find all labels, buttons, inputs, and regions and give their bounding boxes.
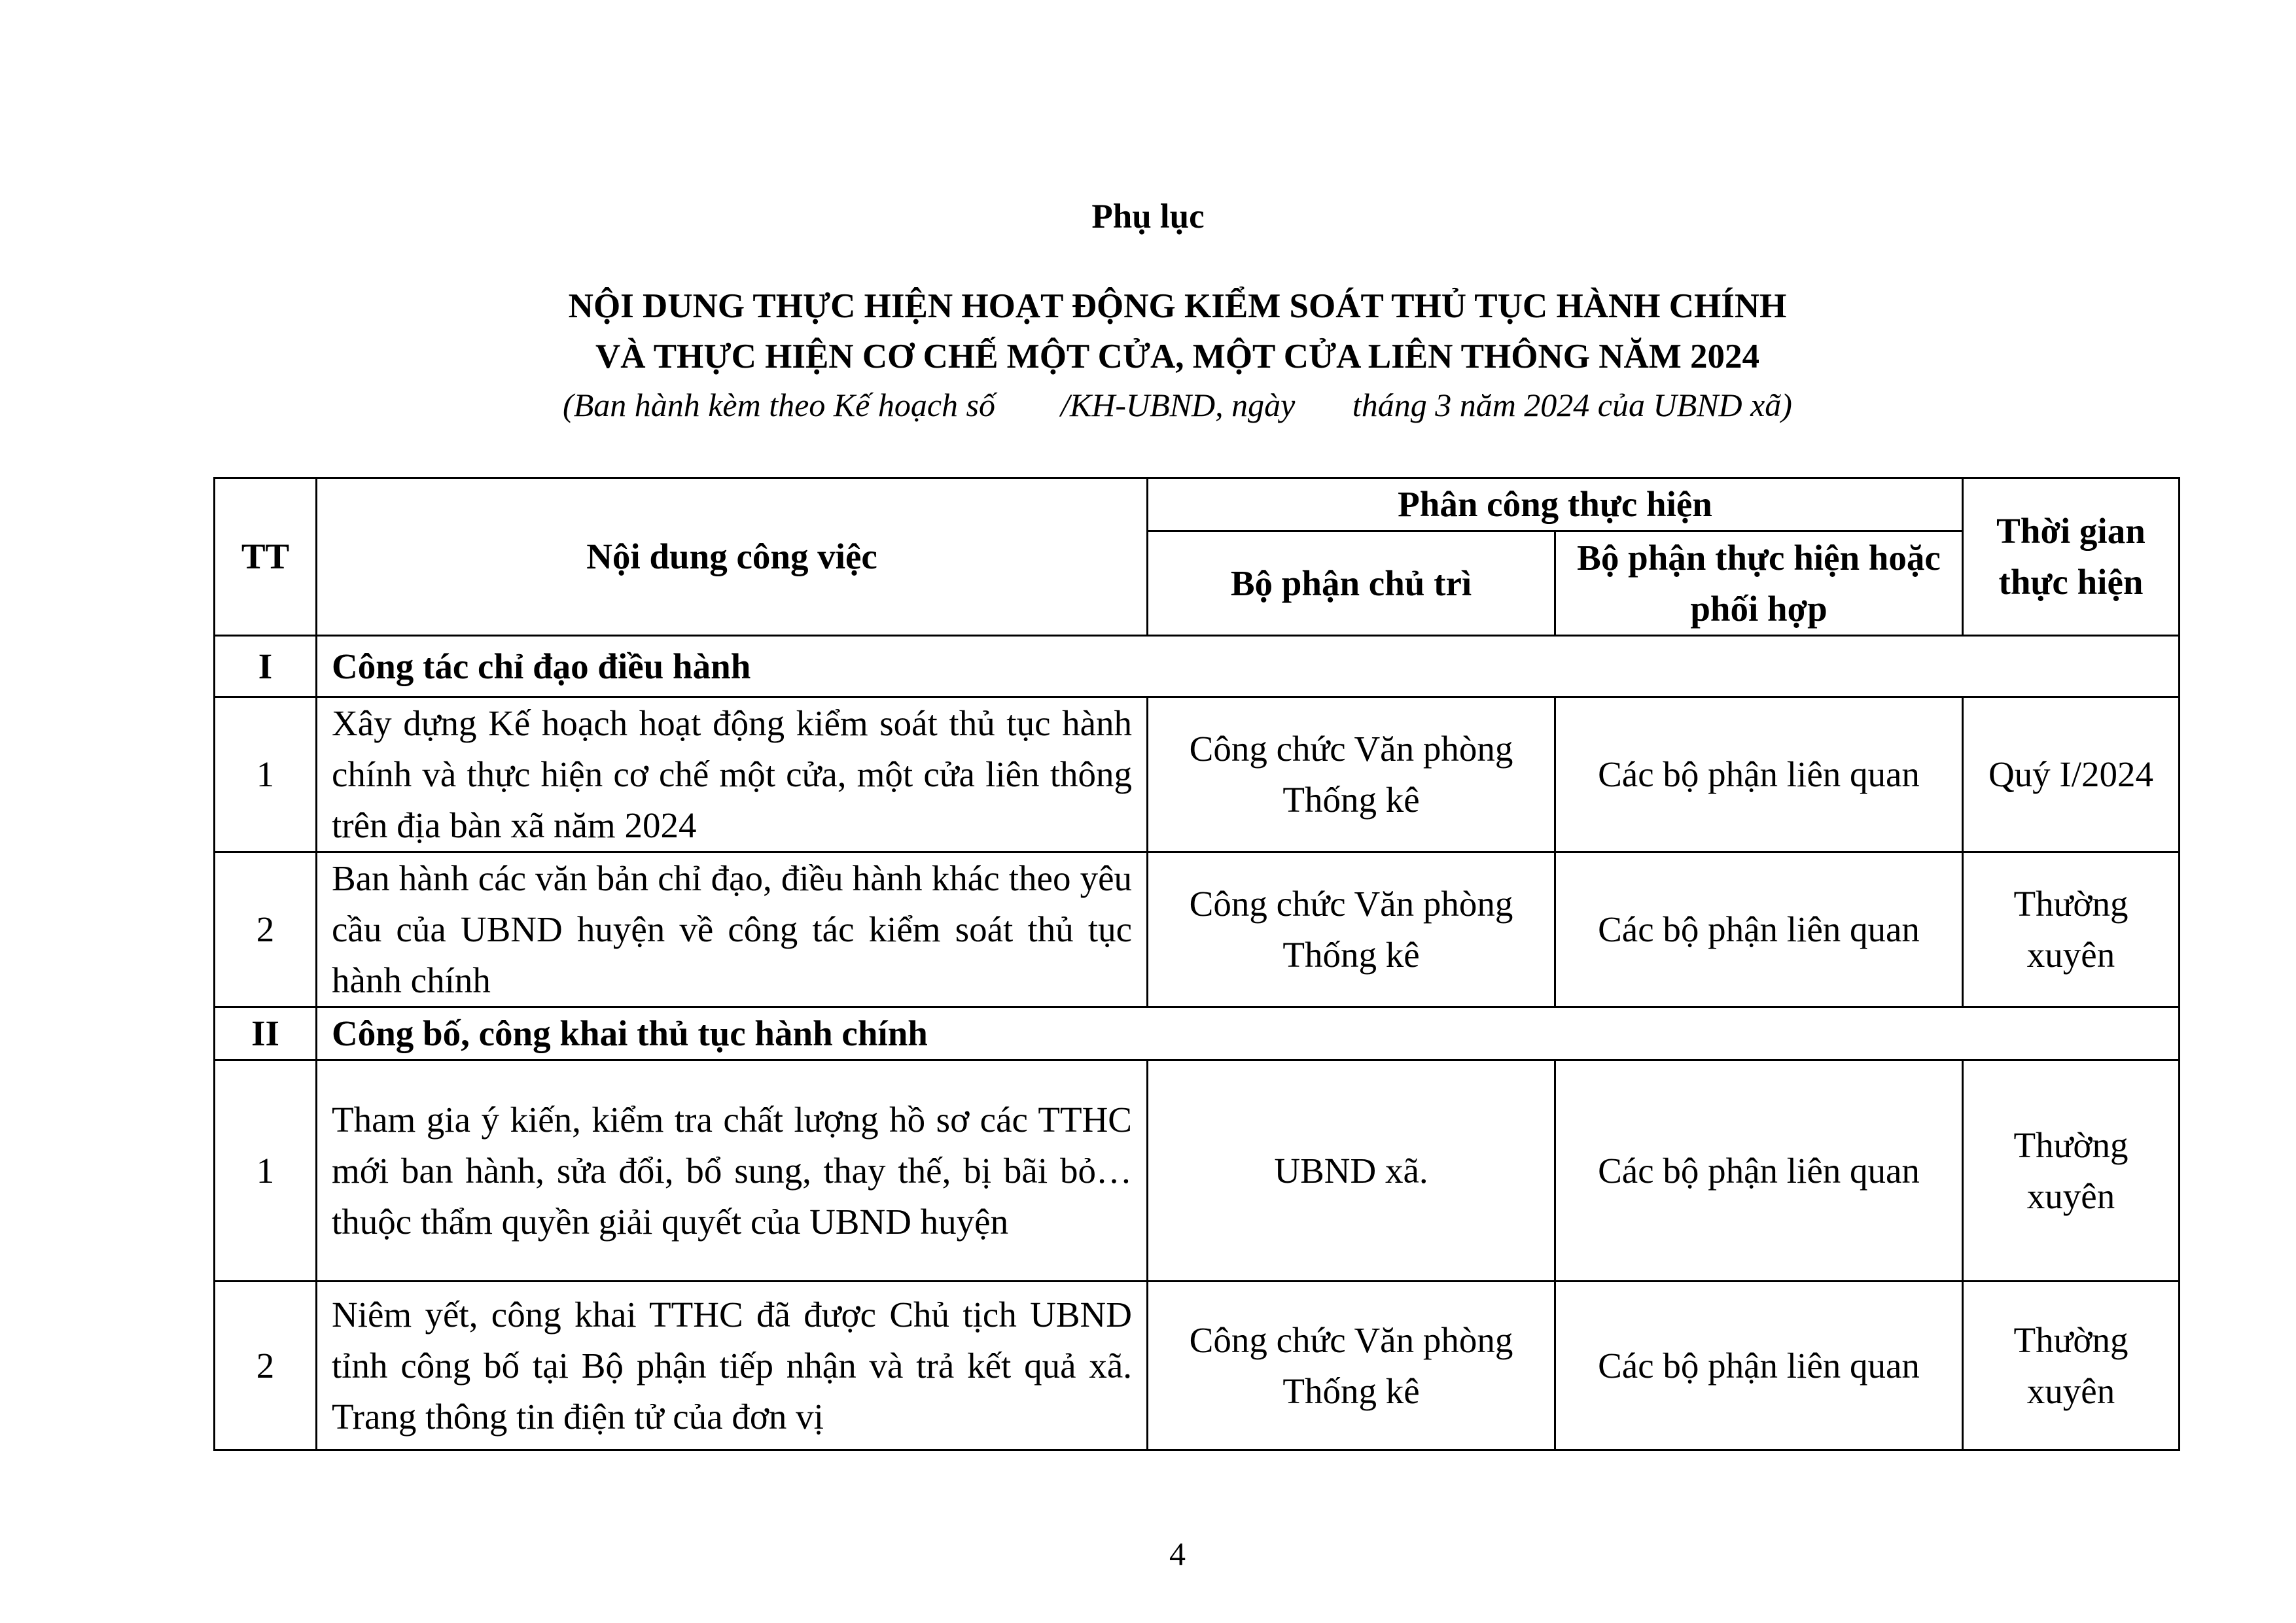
document-title-line-2: VÀ THỰC HIỆN CƠ CHẾ MỘT CỬA, MỘT CỬA LIÊN THÔNG NĂM 2024 <box>595 338 1760 375</box>
section-row <box>215 1007 2180 1060</box>
section-number: I <box>215 636 317 697</box>
section-title: Công tác chỉ đạo điều hành <box>317 636 2180 697</box>
table-row <box>215 1060 2180 1282</box>
row-lead: Công chức Văn phòng Thống kê <box>1148 1282 1555 1450</box>
row-content: Xây dựng Kế hoạch hoạt động kiểm soát thủ tục hành chính và thực hiện cơ chế một cửa, một cửa liên thông trên địa bàn xã năm 2024 <box>317 697 1148 852</box>
row-lead: Công chức Văn phòng Thống kê <box>1148 697 1555 852</box>
table-row <box>215 697 2180 852</box>
row-time: Thường xuyên <box>1963 1282 2180 1450</box>
row-lead: Công chức Văn phòng Thống kê <box>1148 852 1555 1007</box>
row-support: Các bộ phận liên quan <box>1555 1060 1963 1282</box>
header-support: Bộ phận thực hiện hoặc phối hợp <box>1555 531 1963 636</box>
header-lead: Bộ phận chủ trì <box>1148 531 1555 636</box>
document-title-line-1: NỘI DUNG THỰC HIỆN HOẠT ĐỘNG KIỂM SOÁT THỦ TỤC HÀNH CHÍNH <box>568 287 1787 325</box>
header-time: Thời gian thực hiện <box>1963 478 2180 636</box>
row-support: Các bộ phận liên quan <box>1555 697 1963 852</box>
row-tt: 1 <box>215 697 317 852</box>
section-number: II <box>215 1007 317 1060</box>
row-tt: 1 <box>215 1060 317 1282</box>
row-time: Thường xuyên <box>1963 852 2180 1007</box>
row-content: Tham gia ý kiến, kiểm tra chất lượng hồ sơ các TTHC mới ban hành, sửa đổi, bổ sung, thay thế, bị bãi bỏ… thuộc thẩm quyền giải quyết của UBND huyện <box>317 1060 1148 1282</box>
row-content: Ban hành các văn bản chỉ đạo, điều hành khác theo yêu cầu của UBND huyện về công tác kiểm soát thủ tục hành chính <box>317 852 1148 1007</box>
task-table <box>213 477 2180 1451</box>
row-time: Thường xuyên <box>1963 1060 2180 1282</box>
page-number: 4 <box>1169 1535 1186 1572</box>
row-time: Quý I/2024 <box>1963 697 2180 852</box>
row-lead: UBND xã. <box>1148 1060 1555 1282</box>
appendix-label: Phụ lục <box>1091 198 1205 236</box>
row-support: Các bộ phận liên quan <box>1555 1282 1963 1450</box>
document-subtitle: (Ban hành kèm theo Kế hoạch số /KH-UBND, ngày tháng 3 năm 2024 của UBND xã) <box>563 387 1792 423</box>
row-tt: 2 <box>215 1282 317 1450</box>
table-row <box>215 1282 2180 1450</box>
header-tt: TT <box>215 478 317 636</box>
row-tt: 2 <box>215 852 317 1007</box>
section-row <box>215 636 2180 697</box>
header-content: Nội dung công việc <box>317 478 1148 636</box>
row-support: Các bộ phận liên quan <box>1555 852 1963 1007</box>
section-title: Công bố, công khai thủ tục hành chính <box>317 1007 2180 1060</box>
row-content: Niêm yết, công khai TTHC đã được Chủ tịch UBND tỉnh công bố tại Bộ phận tiếp nhận và trả kết quả xã. Trang thông tin điện tử của đơn vị <box>317 1282 1148 1450</box>
table-row <box>215 852 2180 1007</box>
header-assignment: Phân công thực hiện <box>1148 478 1963 531</box>
